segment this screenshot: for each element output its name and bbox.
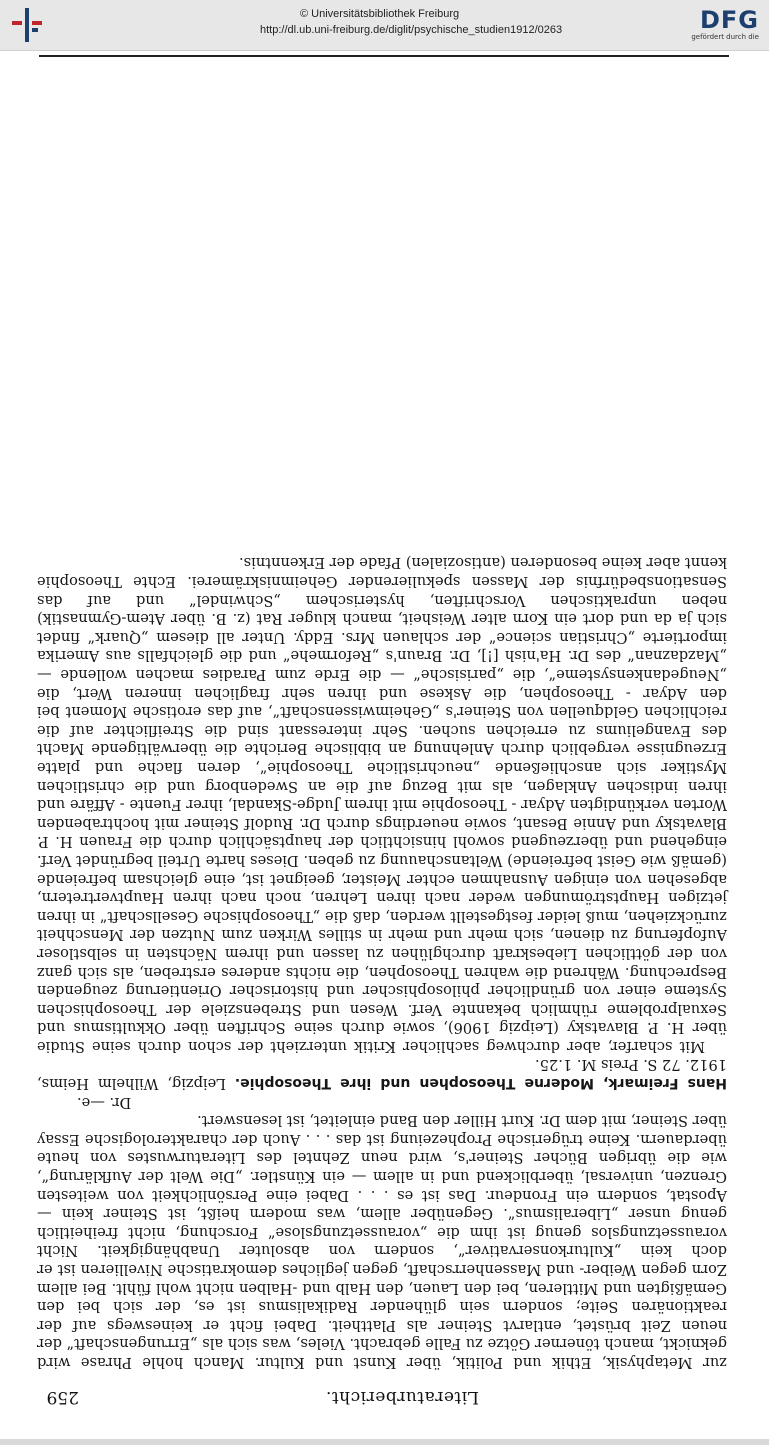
dfg-logo[interactable]: DFG [699,6,759,34]
paragraph: zur Metaphysik, Ethik und Politik, über Kunst und Kultur. Manch hohle Phrase wird geknickt, manch tönerner Götze zu Falle gebracht. Vieles, was sich als „Errungenschaft“ der neuen Zeit brüstet, entlarvt Steiner als Plattheit. Dabei ficht er keineswegs auf der reaktionären Seite; sondern sein glühender Radikalismus ist es, der sich bei den Gemäßigten und Mittleren, bei den Lauen, den Halb und -Halben nicht wohl fühlt. Bei allem Zorn gegen Weiber- und Massenherrschaft, gegen jegliches demokratische Nivellieren ist er doch kein „Kulturkonservativer“, sondern von absoluter Unabhängigkeit. Nicht voraussetzungslos genug ist ihm die „voraussetzungslose“ Forschung, nicht freiheitlich genug unser „Liberalismus“. Gegenüber allem, was modern heißt, ist Steiner kein — Apostat, sondern ein Frondeur. Das ist es . . . Dabei eine Persönlichkeit von weitesten Grenzen, universal, überblickend und in allem — ein Künstler. „Die Welt der Aufklärung“, wie die übrigen Bücher Steiner's, wird neun Zehntel des Literaturwustes von heute überdauern. Keine trügerische Prophezeiung ist das . . . Auch der charakterologische Essay über Steiner, mit dem Dr. Kurt Hiller den Band einleitet, ist lesenswert. [37,1112,727,1371]
reviewer-signature: Dr. —e. [77,1093,132,1111]
copyright-text: © Universitätsbibliothek Freiburg [300,8,460,20]
page-number: 259 [46,1387,79,1407]
review-publication-info: Leipzig, Wilhelm Heims, 1912. 72 S. Preis M. 1.25. [37,1056,727,1093]
dfg-subtitle: gefördert durch die [691,33,759,41]
page-rule [39,55,729,57]
paragraph: Mit scharfer, aber durchweg sachlicher Kritik unterzieht der schon durch seine Studie über H. P. Blavatsky (Leipzig 1906), sowie durch seine Schriften über Okkultismus und Sexualprobleme rühmlich bekannte Verf. Wesen und Strebensziele der Theosophischen Systeme einer von gründlicher philosophischer und historischer Orientierung zeugenden Besprechung. Während die wahren Theosophen, die nichts anderes erstreben, als sich ganz von der göttlichen Liebeskraft durchglühen zu lassen und ihrem Nächsten in selbstloser Aufopferung zu dienen, sich mehr und mehr in stilles Wirken zum Nutzen der Menschheit zurückziehen, muß leider festgestellt werden, daß die „Theosophische Gesellschaft“ in ihren jetzigen Hauptströmungen weder nach ihren Lehren, noch nach ihren Hauptvertretern, abgesehen von einigen Ausnahmen echter Meister, geeignet ist, eine gleichsam befreiende (gemäß wie Geist befreiende) Weltanschauung zu geben. Dieses harte Urteil begründet Verf. eingehend und überzeugend sowohl hinsichtlich der hauptsächlich durch die Frauen H. P. Blavatsky und Annie Besant, sowie neuerdings durch Dr. Rudolf Steiner mit hochtrabenden Worten verkündigten Adyar - Theosophie mit ihrem Judge-Skandal, ihrer Fuente - Affäre und ihren indischen Anklagen, als mit Bezug auf die an Swedenborg und die christlichen Mystiker sich anschließende „neuchristliche Theosophie“, deren flache und platte Erzeugnisse vergeblich durch Anlehnung an biblische Berichte die überwältigende Macht des Evangeliums zu erreichen suchen. Sehr interessant sind die Streiflichter auf die reichlichen Geldquellen von Steiner's „Geheimwissenschaft“, auf das erotische Moment bei den Adyar - Theosophen, die Askese und ihren sehr fraglichen inneren Wert, die „Neugedankensysteme“, die „parisische“ — die Erde zum Paradies machen wollende — „Mazdaznan“ des Dr. Ha'nish [!], Dr. Braun's „Reformehe“ und die gleichfalls aus Amerika importierte „Christian science“ der schlauen Mrs. Eddy. Unter all diesem „Quark“ findet sich ja da und dort ein Korn alter Weisheit, manch kluger Rat (z. B. über Atem-Gymnastik) neben unpraktischen Vorschriften, hysterischem „Schwindel“ und auf das Sensationsbedürfnis der Massen spekulierender Geheimniskrämerei. Echte Theosophie kennt aber keine besonderen (antisozialen) Pfade der Erkenntnis. [37,554,727,1055]
running-head [0,1377,769,1407]
review-heading [37,1055,727,1092]
viewer-footer [0,0,769,51]
body-text [37,553,727,1371]
viewer-bottom-strip [0,1439,769,1445]
permalink-url[interactable]: http://dl.ub.uni-freiburg.de/diglit/psychische_studien1912/0263 [260,24,563,36]
ub-freiburg-logo-icon[interactable] [8,6,46,44]
review-title: Hans Freimark, Moderne Theosophen und ihre Theosophie. [234,1075,727,1092]
running-head-title: Literaturbericht. [325,1387,479,1407]
